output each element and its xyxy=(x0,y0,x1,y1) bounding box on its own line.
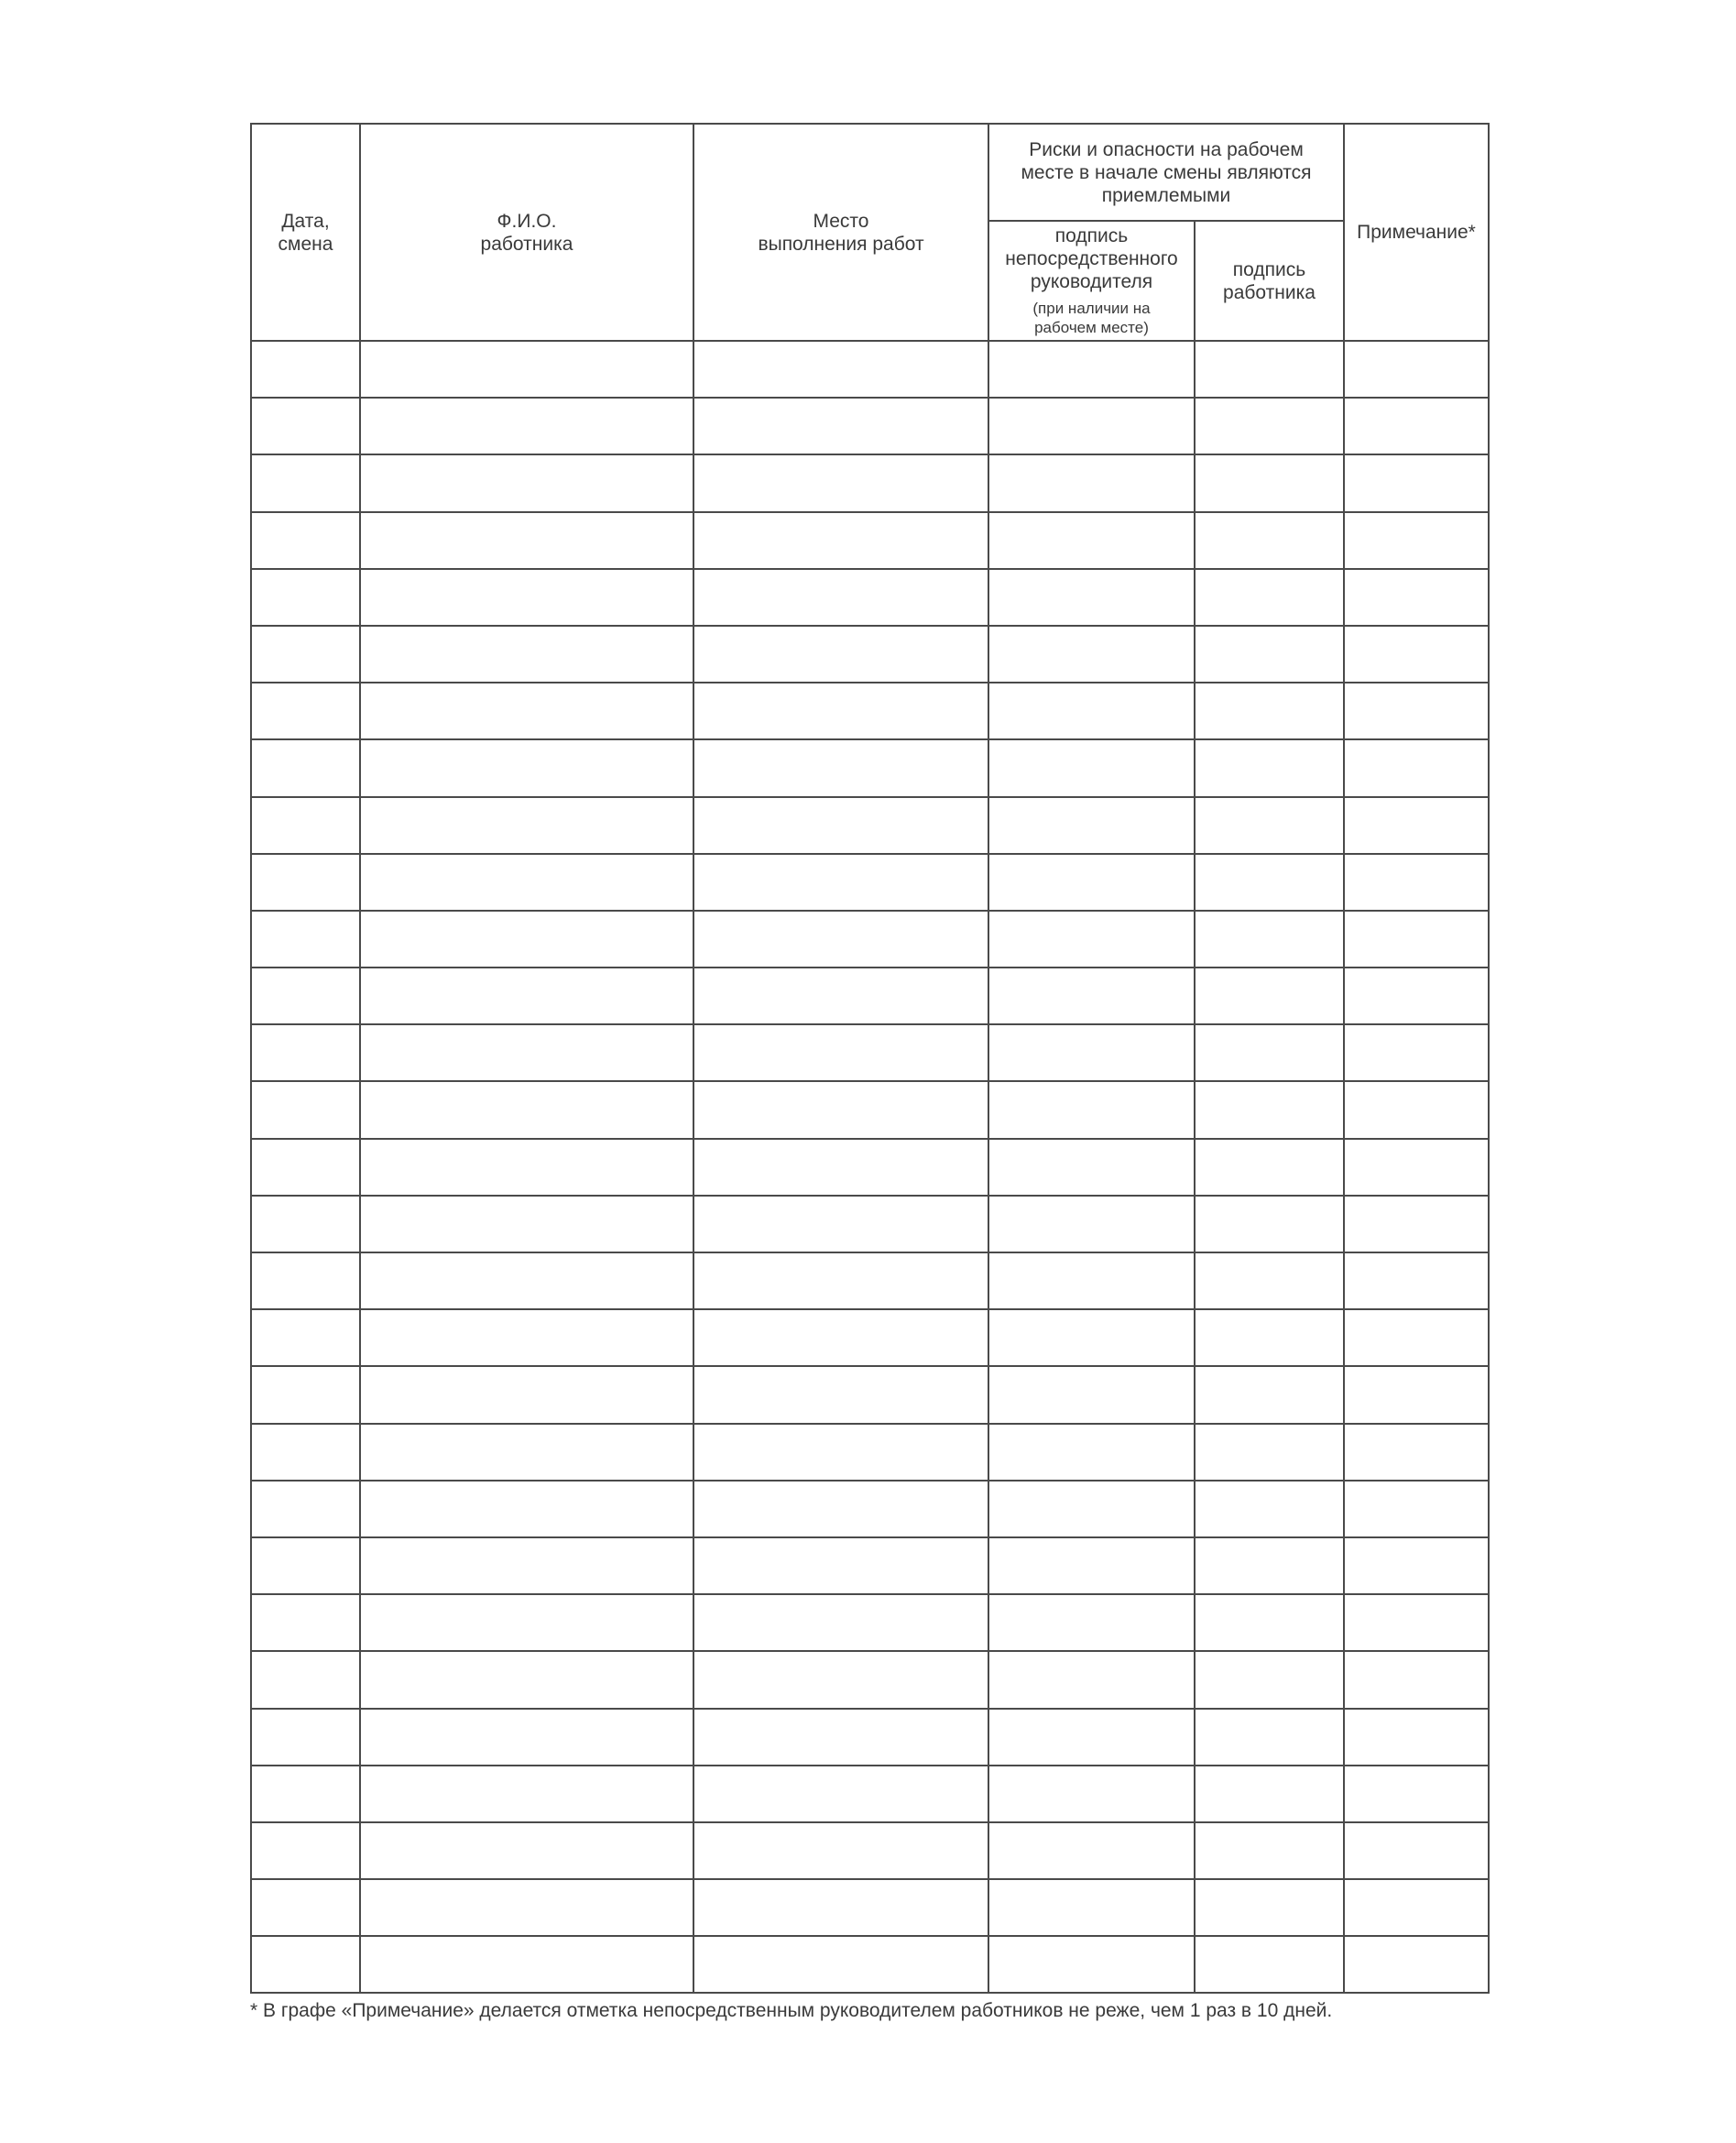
cell-work-place[interactable] xyxy=(693,1196,988,1252)
cell-full-name[interactable] xyxy=(360,1709,693,1766)
cell-worker-signature[interactable] xyxy=(1195,1196,1344,1252)
cell-full-name[interactable] xyxy=(360,1196,693,1252)
cell-supervisor-signature[interactable] xyxy=(988,1481,1195,1537)
cell-full-name[interactable] xyxy=(360,1594,693,1651)
cell-date-shift[interactable] xyxy=(251,1366,360,1423)
header-full-name xyxy=(360,124,693,341)
cell-full-name[interactable] xyxy=(360,1766,693,1822)
cell-full-name[interactable] xyxy=(360,1537,693,1594)
cell-supervisor-signature[interactable] xyxy=(988,739,1195,796)
cell-worker-signature[interactable] xyxy=(1195,1766,1344,1822)
table-row xyxy=(251,911,1489,968)
cell-supervisor-signature[interactable] xyxy=(988,683,1195,739)
header-worker-signature xyxy=(1195,221,1344,341)
cell-worker-signature[interactable] xyxy=(1195,1879,1344,1936)
cell-worker-signature[interactable] xyxy=(1195,398,1344,454)
cell-note[interactable] xyxy=(1344,854,1489,911)
table-row xyxy=(251,1936,1489,1993)
cell-worker-signature[interactable] xyxy=(1195,1024,1344,1081)
cell-work-place[interactable] xyxy=(693,1424,988,1481)
header-full-name-line: Ф.И.О. xyxy=(497,210,557,232)
cell-worker-signature[interactable] xyxy=(1195,1424,1344,1481)
table-row xyxy=(251,683,1489,739)
cell-date-shift[interactable] xyxy=(251,1139,360,1196)
cell-date-shift[interactable] xyxy=(251,854,360,911)
header-work-place-line: Место xyxy=(813,210,869,232)
table-row xyxy=(251,626,1489,683)
cell-supervisor-signature[interactable] xyxy=(988,1424,1195,1481)
cell-supervisor-signature[interactable] xyxy=(988,1309,1195,1366)
table-row xyxy=(251,1537,1489,1594)
cell-supervisor-signature[interactable] xyxy=(988,1709,1195,1766)
cell-supervisor-signature[interactable] xyxy=(988,1081,1195,1138)
cell-note[interactable] xyxy=(1344,626,1489,683)
cell-supervisor-signature[interactable] xyxy=(988,1594,1195,1651)
cell-worker-signature[interactable] xyxy=(1195,739,1344,796)
cell-work-place[interactable] xyxy=(693,398,988,454)
cell-note[interactable] xyxy=(1344,1081,1489,1138)
table-row xyxy=(251,1709,1489,1766)
cell-full-name[interactable] xyxy=(360,1366,693,1423)
cell-worker-signature[interactable] xyxy=(1195,1537,1344,1594)
cell-note[interactable] xyxy=(1344,398,1489,454)
cell-full-name[interactable] xyxy=(360,1309,693,1366)
cell-full-name[interactable] xyxy=(360,1424,693,1481)
cell-note[interactable] xyxy=(1344,797,1489,854)
cell-worker-signature[interactable] xyxy=(1195,341,1344,398)
cell-date-shift[interactable] xyxy=(251,1081,360,1138)
cell-worker-signature[interactable] xyxy=(1195,911,1344,968)
table-row xyxy=(251,569,1489,626)
cell-note[interactable] xyxy=(1344,512,1489,569)
table-row xyxy=(251,854,1489,911)
header-date-shift-line: Дата, xyxy=(281,210,330,232)
cell-date-shift[interactable] xyxy=(251,1481,360,1537)
cell-full-name[interactable] xyxy=(360,739,693,796)
cell-worker-signature[interactable] xyxy=(1195,1709,1344,1766)
cell-date-shift[interactable] xyxy=(251,1196,360,1252)
cell-work-place[interactable] xyxy=(693,683,988,739)
table-row xyxy=(251,341,1489,398)
table-row xyxy=(251,1424,1489,1481)
cell-work-place[interactable] xyxy=(693,1024,988,1081)
cell-worker-signature[interactable] xyxy=(1195,569,1344,626)
cell-worker-signature[interactable] xyxy=(1195,854,1344,911)
cell-work-place[interactable] xyxy=(693,797,988,854)
table-row xyxy=(251,739,1489,796)
cell-supervisor-signature[interactable] xyxy=(988,454,1195,511)
cell-full-name[interactable] xyxy=(360,626,693,683)
cell-date-shift[interactable] xyxy=(251,1537,360,1594)
table-row xyxy=(251,797,1489,854)
header-risks xyxy=(988,124,1344,221)
header-supervisor-signature-line: непосредственного xyxy=(1005,248,1178,269)
cell-date-shift[interactable] xyxy=(251,1709,360,1766)
table-row xyxy=(251,1366,1489,1423)
table-row xyxy=(251,512,1489,569)
cell-full-name[interactable] xyxy=(360,854,693,911)
cell-worker-signature[interactable] xyxy=(1195,1309,1344,1366)
cell-date-shift[interactable] xyxy=(251,739,360,796)
cell-date-shift[interactable] xyxy=(251,1936,360,1993)
header-risks-line: приемлемыми xyxy=(1101,184,1231,206)
cell-work-place[interactable] xyxy=(693,1936,988,1993)
cell-work-place[interactable] xyxy=(693,626,988,683)
header-worker-signature-line: работника xyxy=(1223,281,1316,303)
cell-work-place[interactable] xyxy=(693,1651,988,1708)
cell-supervisor-signature[interactable] xyxy=(988,1139,1195,1196)
cell-worker-signature[interactable] xyxy=(1195,1594,1344,1651)
cell-full-name[interactable] xyxy=(360,1139,693,1196)
footnote: * В графе «Примечание» делается отметка непосредственным руководителем работников не реже, чем 1 раз в 10 дней. xyxy=(250,2000,1333,2021)
table-row xyxy=(251,398,1489,454)
cell-date-shift[interactable] xyxy=(251,1879,360,1936)
cell-work-place[interactable] xyxy=(693,1309,988,1366)
table-body xyxy=(251,341,1489,1993)
header-supervisor-signature xyxy=(988,221,1195,341)
header-work-place-line: выполнения работ xyxy=(758,233,924,255)
cell-note[interactable] xyxy=(1344,1424,1489,1481)
header-date-shift xyxy=(251,124,360,341)
cell-work-place[interactable] xyxy=(693,454,988,511)
cell-date-shift[interactable] xyxy=(251,1651,360,1708)
cell-date-shift[interactable] xyxy=(251,626,360,683)
cell-date-shift[interactable] xyxy=(251,968,360,1024)
cell-supervisor-signature[interactable] xyxy=(988,1766,1195,1822)
cell-worker-signature[interactable] xyxy=(1195,1366,1344,1423)
header-supervisor-signature-line: подпись xyxy=(1054,225,1129,246)
cell-note[interactable] xyxy=(1344,1936,1489,1993)
cell-supervisor-signature[interactable] xyxy=(988,341,1195,398)
cell-worker-signature[interactable] xyxy=(1195,1651,1344,1708)
cell-work-place[interactable] xyxy=(693,739,988,796)
cell-worker-signature[interactable] xyxy=(1195,683,1344,739)
header-supervisor-note-line: рабочем месте) xyxy=(1034,319,1149,336)
cell-note[interactable] xyxy=(1344,1822,1489,1879)
cell-date-shift[interactable] xyxy=(251,1594,360,1651)
cell-work-place[interactable] xyxy=(693,1709,988,1766)
cell-note[interactable] xyxy=(1344,341,1489,398)
header-risks-line: месте в начале смены являются xyxy=(1021,161,1312,183)
cell-supervisor-signature[interactable] xyxy=(988,1651,1195,1708)
cell-work-place[interactable] xyxy=(693,854,988,911)
cell-supervisor-signature[interactable] xyxy=(988,1366,1195,1423)
cell-note[interactable] xyxy=(1344,1252,1489,1309)
cell-work-place[interactable] xyxy=(693,1537,988,1594)
cell-full-name[interactable] xyxy=(360,569,693,626)
header-work-place xyxy=(693,124,988,341)
cell-date-shift[interactable] xyxy=(251,797,360,854)
cell-full-name[interactable] xyxy=(360,1879,693,1936)
table-header xyxy=(251,124,1489,341)
table-row xyxy=(251,1309,1489,1366)
table-row xyxy=(251,968,1489,1024)
table-row xyxy=(251,1879,1489,1936)
cell-worker-signature[interactable] xyxy=(1195,968,1344,1024)
cell-full-name[interactable] xyxy=(360,911,693,968)
cell-supervisor-signature[interactable] xyxy=(988,1196,1195,1252)
cell-full-name[interactable] xyxy=(360,968,693,1024)
cell-note[interactable] xyxy=(1344,1594,1489,1651)
cell-full-name[interactable] xyxy=(360,1081,693,1138)
cell-date-shift[interactable] xyxy=(251,512,360,569)
cell-full-name[interactable] xyxy=(360,1822,693,1879)
table-row xyxy=(251,1252,1489,1309)
cell-note[interactable] xyxy=(1344,1537,1489,1594)
cell-supervisor-signature[interactable] xyxy=(988,854,1195,911)
cell-supervisor-signature[interactable] xyxy=(988,1024,1195,1081)
cell-date-shift[interactable] xyxy=(251,1766,360,1822)
cell-supervisor-signature[interactable] xyxy=(988,1537,1195,1594)
table-row xyxy=(251,1481,1489,1537)
cell-date-shift[interactable] xyxy=(251,1024,360,1081)
table-row xyxy=(251,1139,1489,1196)
cell-worker-signature[interactable] xyxy=(1195,1139,1344,1196)
cell-note[interactable] xyxy=(1344,1196,1489,1252)
cell-date-shift[interactable] xyxy=(251,1309,360,1366)
cell-date-shift[interactable] xyxy=(251,1424,360,1481)
cell-work-place[interactable] xyxy=(693,512,988,569)
table-row xyxy=(251,1766,1489,1822)
cell-work-place[interactable] xyxy=(693,1766,988,1822)
cell-note[interactable] xyxy=(1344,1481,1489,1537)
cell-note[interactable] xyxy=(1344,1139,1489,1196)
cell-date-shift[interactable] xyxy=(251,569,360,626)
table-row xyxy=(251,1651,1489,1708)
cell-worker-signature[interactable] xyxy=(1195,626,1344,683)
cell-worker-signature[interactable] xyxy=(1195,1252,1344,1309)
cell-date-shift[interactable] xyxy=(251,398,360,454)
cell-full-name[interactable] xyxy=(360,1252,693,1309)
cell-note[interactable] xyxy=(1344,911,1489,968)
header-supervisor-signature-line: руководителя xyxy=(1030,271,1153,292)
header-risks-line: Риски и опасности на рабочем xyxy=(1029,138,1304,160)
cell-worker-signature[interactable] xyxy=(1195,454,1344,511)
cell-work-place[interactable] xyxy=(693,1481,988,1537)
cell-work-place[interactable] xyxy=(693,341,988,398)
cell-date-shift[interactable] xyxy=(251,341,360,398)
cell-work-place[interactable] xyxy=(693,569,988,626)
cell-date-shift[interactable] xyxy=(251,911,360,968)
cell-date-shift[interactable] xyxy=(251,454,360,511)
cell-full-name[interactable] xyxy=(360,341,693,398)
cell-work-place[interactable] xyxy=(693,968,988,1024)
cell-worker-signature[interactable] xyxy=(1195,512,1344,569)
cell-full-name[interactable] xyxy=(360,1936,693,1993)
cell-work-place[interactable] xyxy=(693,1366,988,1423)
cell-note[interactable] xyxy=(1344,1024,1489,1081)
cell-note[interactable] xyxy=(1344,454,1489,511)
cell-work-place[interactable] xyxy=(693,911,988,968)
cell-supervisor-signature[interactable] xyxy=(988,968,1195,1024)
cell-supervisor-signature[interactable] xyxy=(988,1252,1195,1309)
cell-supervisor-signature[interactable] xyxy=(988,911,1195,968)
risk-assessment-journal-table xyxy=(250,123,1490,1994)
cell-note[interactable] xyxy=(1344,1651,1489,1708)
cell-date-shift[interactable] xyxy=(251,1822,360,1879)
header-worker-signature-line: подпись xyxy=(1232,258,1306,280)
table-row xyxy=(251,454,1489,511)
table-row xyxy=(251,1822,1489,1879)
cell-supervisor-signature[interactable] xyxy=(988,398,1195,454)
cell-work-place[interactable] xyxy=(693,1822,988,1879)
cell-work-place[interactable] xyxy=(693,1139,988,1196)
cell-supervisor-signature[interactable] xyxy=(988,569,1195,626)
cell-worker-signature[interactable] xyxy=(1195,1081,1344,1138)
cell-worker-signature[interactable] xyxy=(1195,1936,1344,1993)
cell-note[interactable] xyxy=(1344,1709,1489,1766)
cell-work-place[interactable] xyxy=(693,1594,988,1651)
cell-note[interactable] xyxy=(1344,569,1489,626)
cell-full-name[interactable] xyxy=(360,1024,693,1081)
cell-note[interactable] xyxy=(1344,1309,1489,1366)
table-row xyxy=(251,1196,1489,1252)
cell-work-place[interactable] xyxy=(693,1252,988,1309)
cell-work-place[interactable] xyxy=(693,1081,988,1138)
cell-note[interactable] xyxy=(1344,1366,1489,1423)
cell-full-name[interactable] xyxy=(360,683,693,739)
header-note: Примечание* xyxy=(1344,124,1489,341)
cell-note[interactable] xyxy=(1344,1879,1489,1936)
cell-supervisor-signature[interactable] xyxy=(988,1879,1195,1936)
cell-date-shift[interactable] xyxy=(251,1252,360,1309)
cell-supervisor-signature[interactable] xyxy=(988,626,1195,683)
cell-worker-signature[interactable] xyxy=(1195,1481,1344,1537)
cell-full-name[interactable] xyxy=(360,454,693,511)
header-supervisor-note xyxy=(989,299,1194,337)
cell-supervisor-signature[interactable] xyxy=(988,1936,1195,1993)
table-row xyxy=(251,1024,1489,1081)
header-date-shift-line: смена xyxy=(278,233,333,255)
cell-note[interactable] xyxy=(1344,1766,1489,1822)
cell-note[interactable] xyxy=(1344,968,1489,1024)
table-row xyxy=(251,1081,1489,1138)
cell-full-name[interactable] xyxy=(360,398,693,454)
header-supervisor-note-line: (при наличии на xyxy=(1032,300,1151,317)
cell-worker-signature[interactable] xyxy=(1195,1822,1344,1879)
cell-supervisor-signature[interactable] xyxy=(988,512,1195,569)
cell-note[interactable] xyxy=(1344,683,1489,739)
cell-full-name[interactable] xyxy=(360,1481,693,1537)
cell-worker-signature[interactable] xyxy=(1195,797,1344,854)
cell-full-name[interactable] xyxy=(360,1651,693,1708)
cell-supervisor-signature[interactable] xyxy=(988,1822,1195,1879)
cell-full-name[interactable] xyxy=(360,512,693,569)
table-row xyxy=(251,1594,1489,1651)
cell-note[interactable] xyxy=(1344,739,1489,796)
cell-full-name[interactable] xyxy=(360,797,693,854)
cell-supervisor-signature[interactable] xyxy=(988,797,1195,854)
cell-work-place[interactable] xyxy=(693,1879,988,1936)
header-full-name-line: работника xyxy=(480,233,573,255)
cell-date-shift[interactable] xyxy=(251,683,360,739)
